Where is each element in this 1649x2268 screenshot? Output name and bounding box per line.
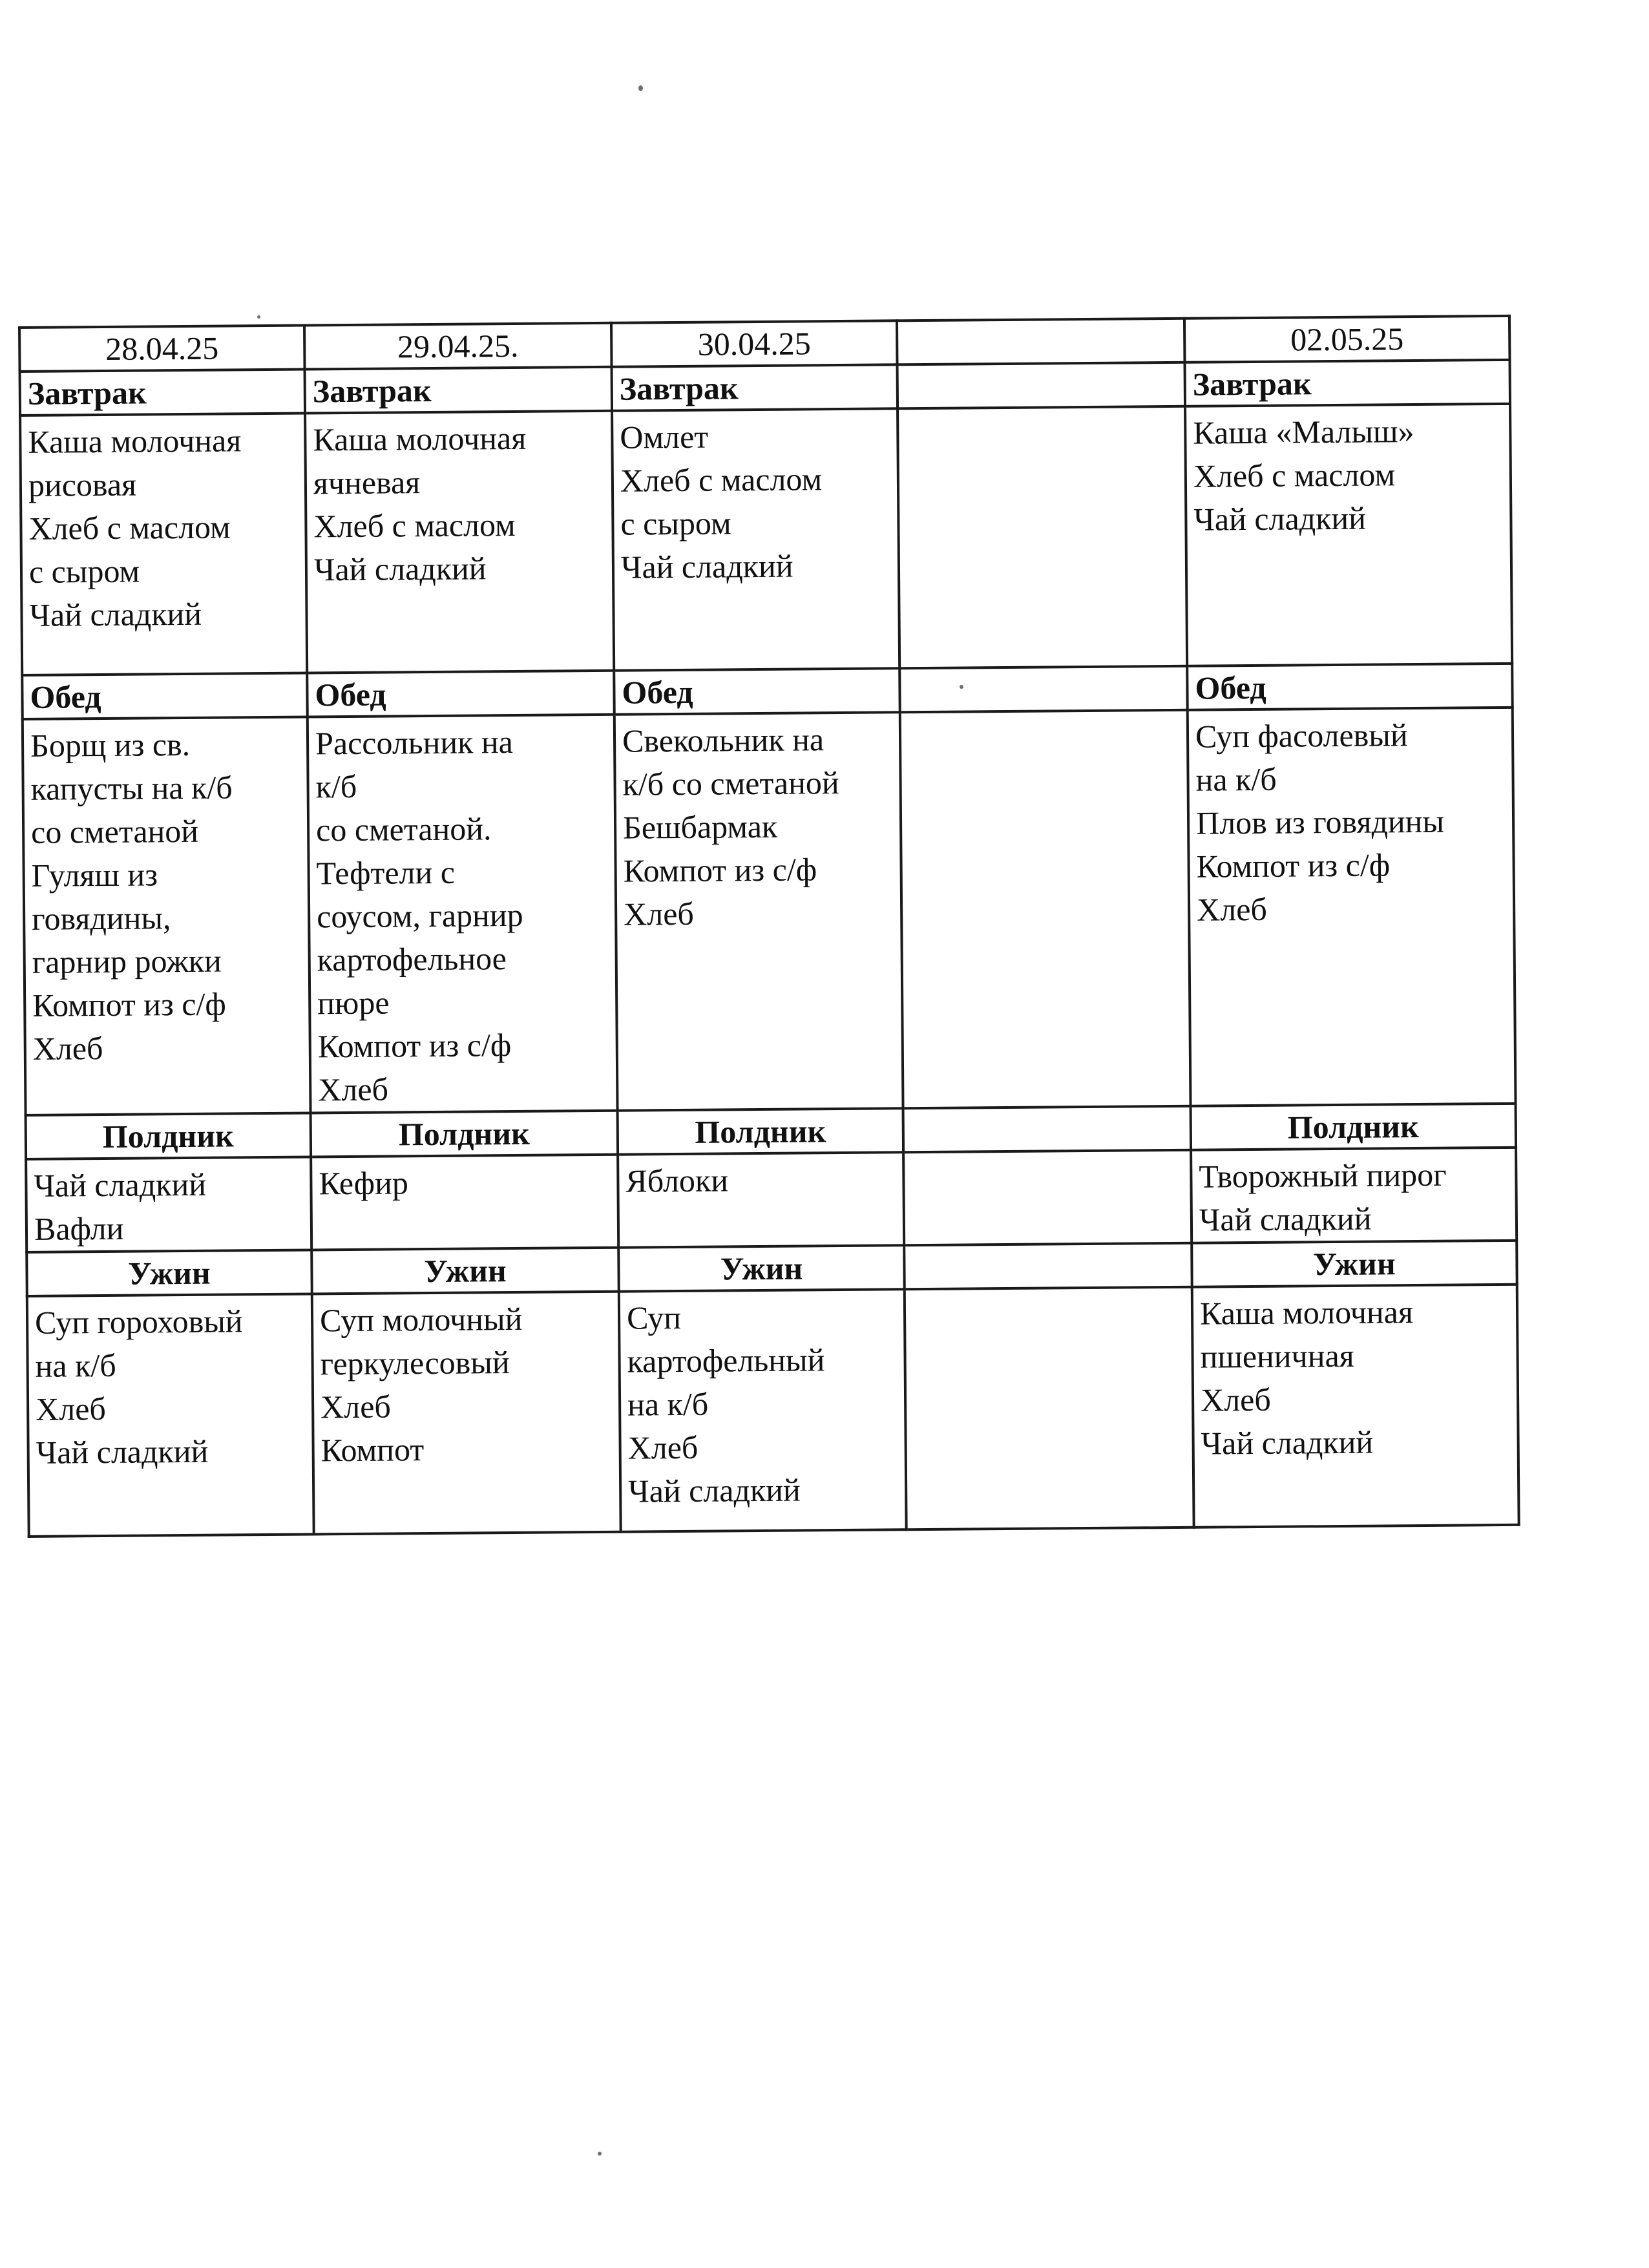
dish-item: со сметаной <box>30 812 199 850</box>
dish-item: Хлеб с маслом <box>313 506 516 545</box>
dish-item: Бешбармак <box>622 808 778 846</box>
dishes-cell <box>1192 1285 1519 1528</box>
dish-item: к/б <box>315 768 357 805</box>
dish-item: Чай сладкий <box>29 595 202 633</box>
dishes-cell <box>905 1287 1194 1529</box>
dish-item: Хлеб <box>318 1071 389 1108</box>
dishes-cell <box>1191 1148 1517 1243</box>
date-cell: 30.04.25 <box>611 320 898 366</box>
dishes-cell <box>898 406 1187 668</box>
dish-item: Каша молочная <box>28 422 242 460</box>
scan-speck <box>598 2152 602 2156</box>
meal-label: Обед <box>614 668 900 714</box>
dish-item: Гуляш из <box>31 856 158 894</box>
dish-item: Борщ из св. <box>30 726 191 764</box>
dish-item: Компот <box>320 1431 425 1469</box>
meal-label: Завтрак <box>305 367 613 414</box>
meal-label: Ужин <box>1192 1241 1517 1287</box>
dish-item: Хлеб с маслом <box>620 461 823 499</box>
dish-item: Компот из с/ф <box>623 851 817 889</box>
dish-item: Хлеб <box>1200 1381 1272 1418</box>
dishes-cell <box>23 717 311 1115</box>
meal-label <box>899 666 1188 712</box>
dish-item: Плов из говядины <box>1195 803 1445 841</box>
meal-label: Полдник <box>1191 1104 1517 1150</box>
dishes-cell <box>900 710 1191 1108</box>
scan-speck <box>960 685 963 689</box>
dish-item: Хлеб <box>623 895 695 932</box>
dishes-cell <box>312 1292 621 1535</box>
dish-item: к/б со сметаной <box>622 764 839 803</box>
dish-item: Творожный пирог <box>1199 1156 1447 1195</box>
dish-item: Компот из с/ф <box>1196 846 1391 885</box>
dish-item: Чай сладкий <box>1201 1423 1374 1462</box>
dishes-cell <box>20 414 307 675</box>
date-cell: 29.04.25. <box>304 323 612 370</box>
dish-item: пюре <box>317 984 390 1022</box>
dish-item: Хлеб с маслом <box>28 509 231 547</box>
dish-item: Чай сладкий <box>1199 1200 1372 1238</box>
dish-item: Компот из с/ф <box>317 1027 512 1065</box>
meal-label: Ужин <box>26 1250 312 1296</box>
meal-label: Полдник <box>26 1113 311 1159</box>
meal-label: Ужин <box>618 1245 905 1291</box>
dish-item: на к/б <box>1195 761 1277 798</box>
dishes-cell <box>614 712 903 1110</box>
dish-item: Рассольник на <box>315 724 514 762</box>
meal-label <box>904 1243 1192 1289</box>
dish-item: Тефтели с <box>316 854 456 892</box>
dish-item: Свекольник на <box>622 721 824 759</box>
meal-label: Завтрак <box>612 364 898 410</box>
meal-label: Полдник <box>311 1111 618 1157</box>
dish-item: Вафли <box>34 1210 124 1247</box>
dish-item: с сыром <box>620 505 731 542</box>
dish-item: Чай сладкий <box>627 1471 801 1509</box>
dish-item: пшеничная <box>1200 1337 1354 1375</box>
meal-label <box>903 1106 1192 1152</box>
dishes-cell <box>903 1150 1192 1245</box>
dish-item: говядины, <box>31 899 171 937</box>
dish-item: Компот из с/ф <box>32 985 226 1024</box>
dish-item: картофельный <box>627 1341 825 1380</box>
dish-item: со сметаной. <box>315 810 492 848</box>
dish-item: ячневая <box>313 464 421 501</box>
meal-label: Ужин <box>311 1248 619 1294</box>
dish-item: Чай сладкий <box>34 1166 207 1204</box>
dish-item: Чай сладкий <box>313 550 487 588</box>
dish-item: картофельное <box>317 940 507 978</box>
dishes-cell <box>308 715 618 1113</box>
dish-item: Чай сладкий <box>620 547 793 585</box>
date-cell <box>897 319 1185 364</box>
dish-item: Хлеб с маслом <box>1193 456 1396 494</box>
snack-dishes-row <box>26 1148 1517 1252</box>
scan-speck <box>257 315 260 319</box>
meal-label: Полдник <box>618 1108 904 1154</box>
meal-label: Завтрак <box>1184 360 1510 406</box>
date-cell: 02.05.25 <box>1184 316 1510 362</box>
dishes-cell <box>311 1155 618 1250</box>
dish-item: Чай сладкий <box>1193 499 1367 538</box>
dish-item: Суп молочный <box>319 1300 523 1339</box>
menu-table-body <box>19 316 1519 1537</box>
dishes-cell <box>612 408 899 670</box>
dishes-cell <box>305 411 614 673</box>
dish-item: Хлеб <box>32 1030 103 1067</box>
scan-speck <box>638 85 643 91</box>
dish-item: Хлеб <box>320 1388 392 1425</box>
dish-item: геркулесовый <box>320 1344 510 1382</box>
dishes-cell <box>618 1152 904 1247</box>
dinner-dishes-row <box>27 1285 1519 1537</box>
dish-item: Каша молочная <box>313 419 527 458</box>
dish-item: Суп гороховый <box>34 1303 243 1341</box>
dish-item: капусты на к/б <box>30 769 233 807</box>
dish-item: Яблоки <box>625 1162 729 1199</box>
dish-item: Чай сладкий <box>36 1433 209 1471</box>
dish-item: Омлет <box>620 418 709 456</box>
dish-item: на к/б <box>627 1385 709 1423</box>
dish-item: Суп фасолевый <box>1195 717 1408 755</box>
meal-label: Обед <box>1187 664 1513 710</box>
dish-item: Хлеб <box>35 1390 107 1427</box>
breakfast-dishes-row <box>20 404 1512 675</box>
dishes-cell <box>1185 404 1512 666</box>
date-cell: 28.04.25 <box>19 326 305 372</box>
dish-item: гарнир рожки <box>32 942 222 980</box>
dish-item: Каша молочная <box>1199 1294 1414 1332</box>
dishes-cell <box>619 1289 907 1531</box>
dish-item: Хлеб <box>627 1429 698 1466</box>
dish-item: Кефир <box>319 1164 409 1202</box>
dishes-cell <box>27 1294 314 1536</box>
dish-item: Суп <box>626 1299 682 1336</box>
dish-item: соусом, гарнир <box>316 896 523 935</box>
dish-item: рисовая <box>28 466 137 503</box>
dish-item: Хлеб <box>1196 890 1268 928</box>
dishes-cell <box>1188 708 1516 1106</box>
dish-item: на к/б <box>35 1347 116 1384</box>
lunch-dishes-row <box>23 708 1516 1115</box>
dish-item: с сыром <box>28 552 140 590</box>
meal-label: Обед <box>307 671 614 717</box>
meal-label <box>898 362 1186 408</box>
meal-label: Обед <box>22 673 308 719</box>
dish-item: Каша «Малыш» <box>1193 413 1414 451</box>
dishes-cell <box>26 1157 311 1252</box>
meal-label: Завтрак <box>20 370 306 415</box>
weekly-menu-table <box>18 315 1520 1538</box>
